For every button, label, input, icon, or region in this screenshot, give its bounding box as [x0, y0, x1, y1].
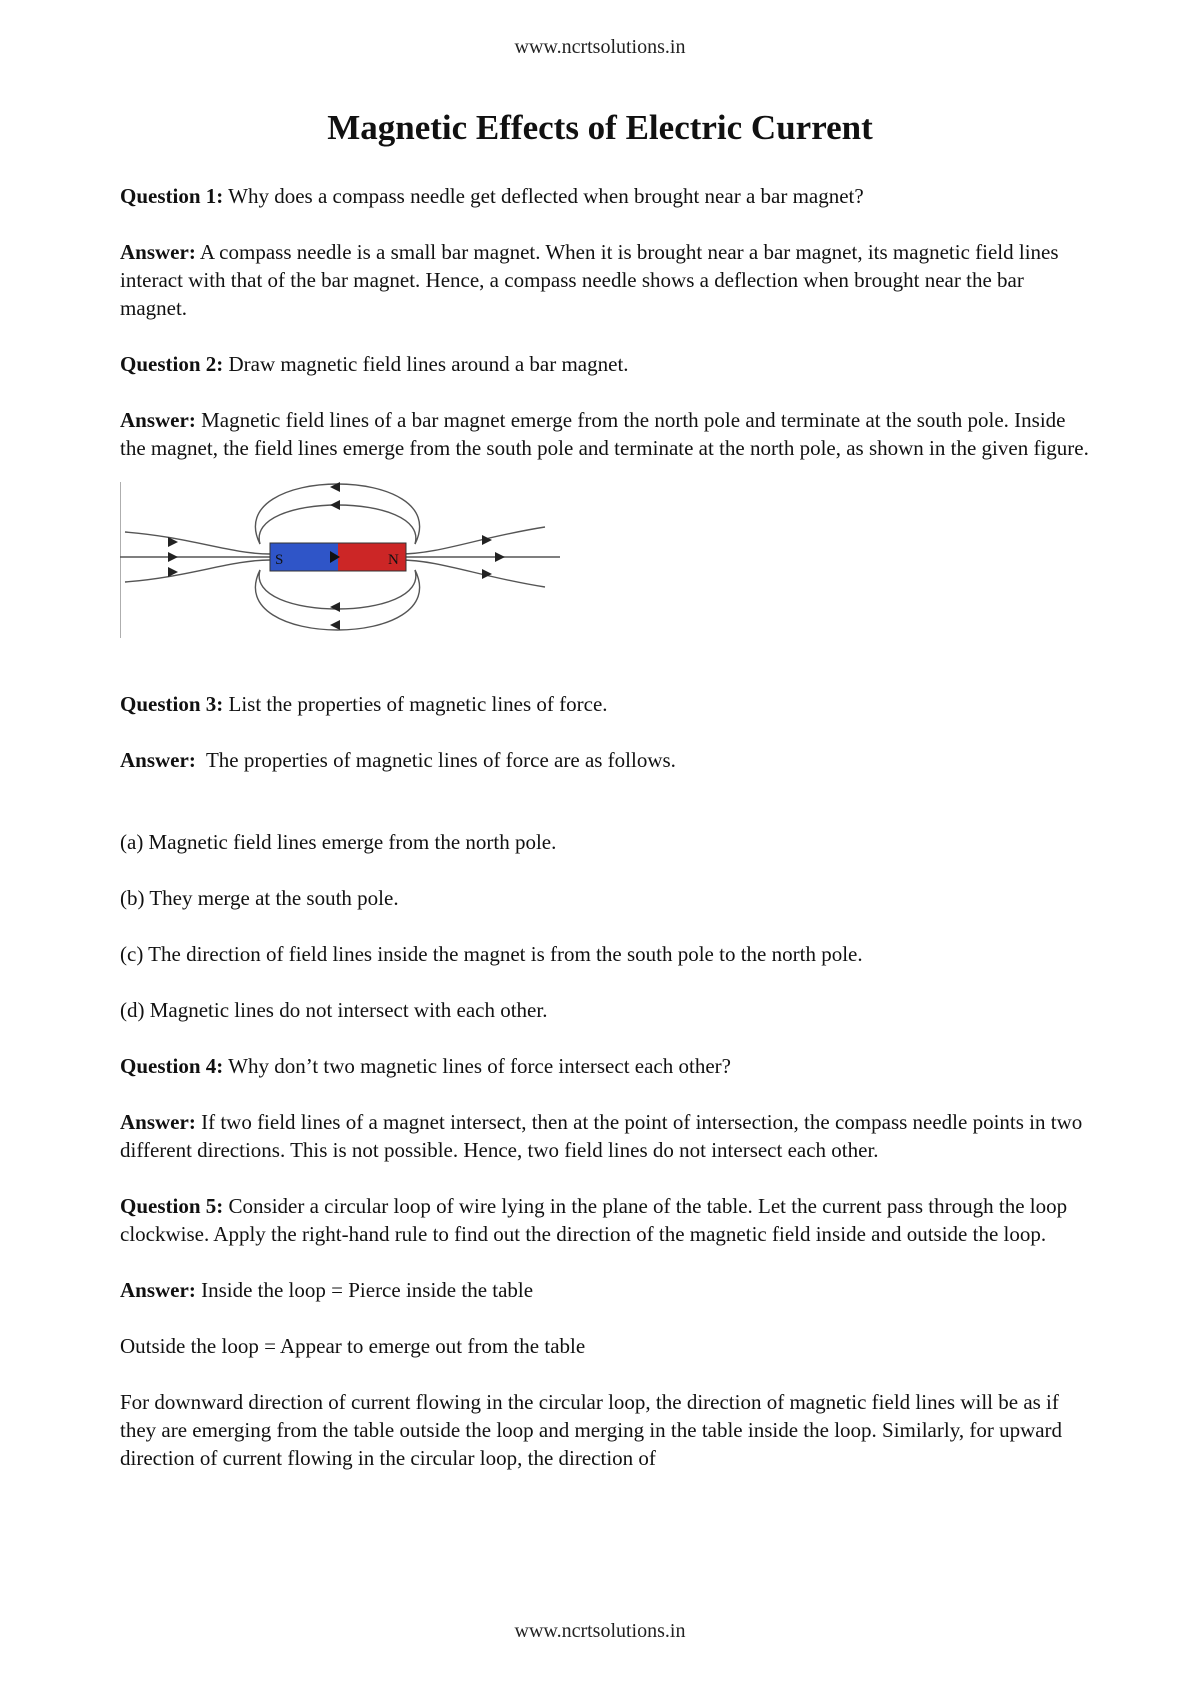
document-body: [120, 182, 1090, 1500]
answer-5-text: Inside the loop = Pierce inside the table: [195, 1278, 534, 1302]
answer-3-text: The properties of magnetic lines of force are as follows.: [195, 748, 676, 772]
answer-2: [120, 406, 1090, 462]
field-line: [125, 532, 270, 554]
property-item: (c) The direction of field lines inside the magnet is from the south pole to the north pole.: [120, 942, 863, 966]
field-line: [400, 527, 545, 554]
field-line: [400, 560, 545, 587]
question-5-label: Question 5:: [120, 1194, 224, 1218]
page-footer-site: www.ncrtsolutions.in: [514, 1620, 686, 1642]
answer-1-label: Answer:: [120, 240, 196, 264]
question-1-label: Question 1:: [120, 184, 224, 208]
answer-2-label: Answer:: [120, 408, 196, 432]
arrow-head: [482, 569, 492, 579]
south-pole-label: S: [275, 552, 284, 568]
arrow-head: [330, 602, 340, 612]
answer-3-label: Answer:: [120, 748, 196, 772]
question-4-text: Why don’t two magnetic lines of force intersect each other?: [223, 1054, 731, 1078]
question-5-text: Consider a circular loop of wire lying in the plane of the table. Let the current pass through the loop clockwise. Apply the right-hand rule to find out the direction of the magnetic field inside and outside the loop.: [120, 1194, 1068, 1246]
answer-4: [120, 1108, 1090, 1164]
field-line: [259, 505, 416, 544]
answer-1-text: A compass needle is a small bar magnet. When it is brought near a bar magnet, its magnetic field lines interact with that of the bar magnet. Hence, a compass needle shows a deflection when brought near the bar magnet.: [120, 240, 1059, 320]
question-2-text: Draw magnetic field lines around a bar magnet.: [223, 352, 629, 376]
answer-4-text: If two field lines of a magnet intersect, then at the point of intersection, the compass needle points in two different directions. This is not possible. Hence, two field lines do not intersect each other.: [120, 1110, 1083, 1162]
question-3-text: List the properties of magnetic lines of force.: [223, 692, 608, 716]
page-title: Magnetic Effects of Electric Current: [327, 108, 873, 147]
question-4-label: Question 4:: [120, 1054, 224, 1078]
arrow-head: [495, 552, 505, 562]
property-item: (b) They merge at the south pole.: [120, 886, 399, 910]
bar-magnet-diagram: [120, 482, 560, 638]
arrow-head: [168, 552, 178, 562]
field-line: [259, 570, 416, 609]
property-item: (d) Magnetic lines do not intersect with each other.: [120, 998, 548, 1022]
spacer: [120, 802, 1090, 828]
answer-3: [120, 746, 1090, 774]
question-3: [120, 690, 1090, 718]
arrow-head: [330, 500, 340, 510]
question-4: [120, 1052, 1090, 1080]
question-2-label: Question 2:: [120, 352, 224, 376]
page-header-site: www.ncrtsolutions.in: [514, 36, 686, 58]
answer-1: [120, 238, 1090, 322]
question-3-label: Question 3:: [120, 692, 224, 716]
question-2: [120, 350, 1090, 378]
question-1: [120, 182, 1090, 210]
arrow-head: [330, 620, 340, 630]
property-item: (a) Magnetic field lines emerge from the north pole.: [120, 830, 557, 854]
field-line: [125, 560, 270, 582]
answer-2-text: Magnetic field lines of a bar magnet emerge from the north pole and terminate at the south pole. Inside the magnet, the field lines emerge from the south pole and terminate at the north pole, as shown in the given figure.: [120, 408, 1089, 460]
answer-5-line-2: Outside the loop = Appear to emerge out from the table: [120, 1334, 586, 1358]
answer-5-line-3: For downward direction of current flowing in the circular loop, the direction of magnetic field lines will be as if they are emerging from the table outside the loop and merging in the table inside the loop. Similarly, for upward direction of current flowing in the circular loop, the direction of: [120, 1390, 1063, 1470]
answer-4-label: Answer:: [120, 1110, 196, 1134]
arrow-head: [482, 535, 492, 545]
answer-5: [120, 1276, 1090, 1304]
question-5: [120, 1192, 1090, 1248]
question-1-text: Why does a compass needle get deflected when brought near a bar magnet?: [223, 184, 864, 208]
bar-magnet-field-figure: [120, 482, 1090, 638]
answer-5-label: Answer:: [120, 1278, 196, 1302]
north-pole-label: N: [388, 552, 399, 568]
